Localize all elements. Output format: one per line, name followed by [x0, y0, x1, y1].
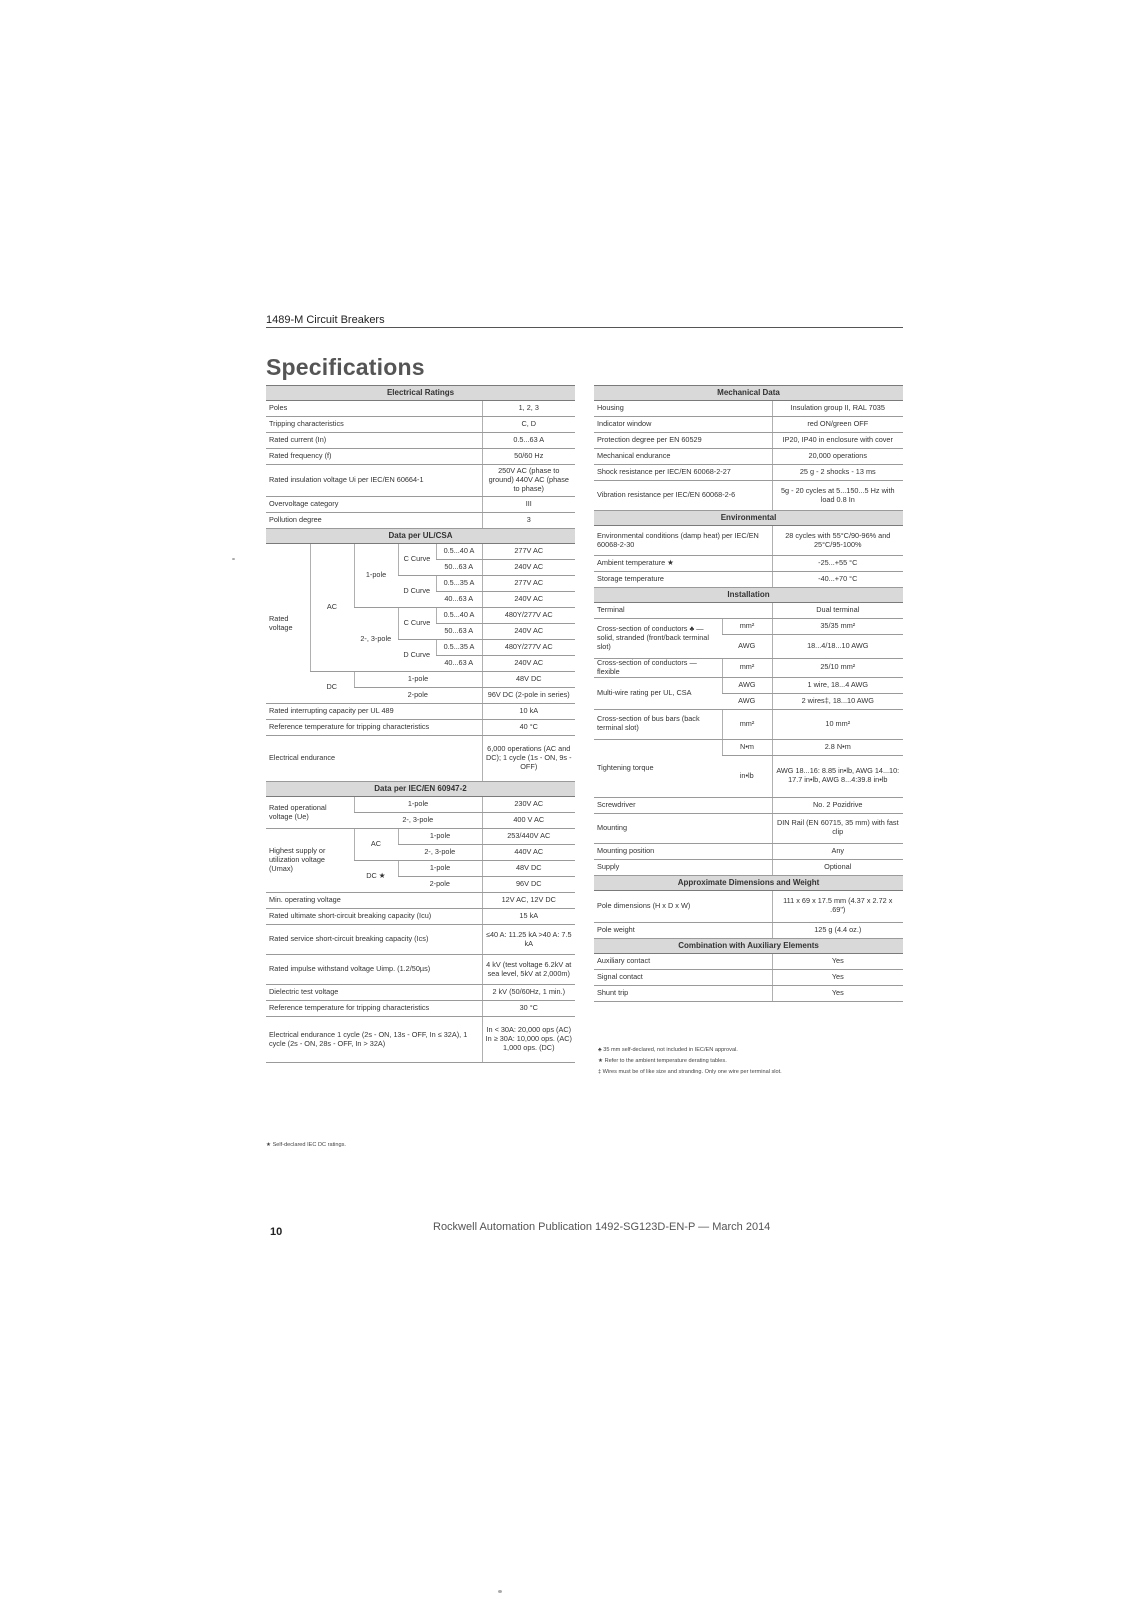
row-value: III [482, 497, 575, 513]
row-label: Rated ultimate short-circuit breaking capacity (Icu) [266, 909, 482, 925]
supply-voltage-label: Highest supply or utilization voltage (Umax) [266, 829, 354, 893]
c-curve-label: C Curve [398, 608, 436, 640]
table-row [266, 513, 575, 529]
row-value: 2 wires‡, 18...10 AWG [772, 693, 903, 709]
row-value: 25/10 mm² [772, 659, 903, 678]
multi-pole-label: 2-, 3-pole [398, 845, 482, 861]
unit-label: mm² [722, 659, 772, 678]
left-footnote: ★ Self-declared IEC DC ratings. [266, 1142, 346, 1148]
dc-label: DC [310, 672, 354, 704]
row-value: 12V AC, 12V DC [482, 893, 575, 909]
unit-label: AWG [722, 693, 772, 709]
row-label: Tightening torque [594, 739, 722, 797]
row-label: Ambient temperature ★ [594, 556, 772, 572]
voltage-value: 240V AC [482, 592, 575, 608]
voltage-value: 480Y/277V AC [482, 608, 575, 624]
one-pole-label: 1-pole [354, 797, 482, 813]
row-value: 25 g - 2 shocks - 13 ms [772, 465, 903, 481]
row-label: Environmental conditions (damp heat) per IEC/EN 60068-2-30 [594, 526, 772, 556]
row-value: 2 kV (50/60Hz, 1 min.) [482, 985, 575, 1001]
voltage-value: 277V AC [482, 576, 575, 592]
header-rule [266, 327, 903, 328]
table-row [594, 890, 903, 922]
table-row [594, 465, 903, 481]
table-row [594, 556, 903, 572]
row-label: Cross-section of conductors ♣ — solid, stranded (front/back terminal slot) [594, 619, 722, 659]
row-value: red ON/green OFF [772, 417, 903, 433]
row-label: Cross-section of bus bars (back terminal slot) [594, 709, 722, 739]
table-row [266, 797, 575, 813]
table-row [594, 969, 903, 985]
scan-speck [232, 558, 235, 560]
current-range: 0.5...40 A [436, 544, 482, 560]
d-curve-label: D Curve [398, 576, 436, 608]
current-range: 0.5...35 A [436, 640, 482, 656]
section-heading-ul-csa: Data per UL/CSA [266, 529, 575, 544]
row-value: 1, 2, 3 [482, 401, 575, 417]
table-row [266, 544, 575, 560]
row-label: Overvoltage category [266, 497, 482, 513]
table-row [266, 1017, 575, 1063]
table-row [266, 449, 575, 465]
row-label: Shunt trip [594, 985, 772, 1001]
voltage-value: 480Y/277V AC [482, 640, 575, 656]
row-value: 3 [482, 513, 575, 529]
one-pole-label: 1-pole [354, 672, 482, 688]
row-label: Rated impulse withstand voltage Uimp. (1.2/50µs) [266, 955, 482, 985]
table-row [594, 953, 903, 969]
row-value: 111 x 69 x 17.5 mm (4.37 x 2.72 x .69") [772, 890, 903, 922]
table-row [266, 704, 575, 720]
table-row [594, 709, 903, 739]
current-range: 50...63 A [436, 624, 482, 640]
row-value: In < 30A: 20,000 ops (AC) In ≥ 30A: 10,000 ops. (AC) 1,000 ops. (DC) [482, 1017, 575, 1063]
footnote: ‡ Wires must be of like size and stranding. Only one wire per terminal slot. [598, 1069, 782, 1075]
voltage-value: 96V DC (2-pole in series) [482, 688, 575, 704]
row-value: 40 °C [482, 720, 575, 736]
row-label: Pollution degree [266, 513, 482, 529]
section-heading-installation: Installation [594, 588, 903, 603]
unit-label: mm² [722, 619, 772, 635]
unit-label: AWG [722, 677, 772, 693]
row-value: Insulation group II, RAL 7035 [772, 401, 903, 417]
row-label: Reference temperature for tripping characteristics [266, 1001, 482, 1017]
two-pole-label: 2-pole [398, 877, 482, 893]
current-range: 40...63 A [436, 592, 482, 608]
table-row [266, 829, 575, 845]
table-row [594, 603, 903, 619]
scan-speck [498, 1590, 502, 1593]
table-row [266, 672, 575, 688]
right-footnotes [598, 1045, 782, 1078]
table-row [594, 859, 903, 875]
row-label: Electrical endurance [266, 736, 482, 782]
table-row [266, 955, 575, 985]
row-label: Supply [594, 859, 772, 875]
row-value: -40...+70 °C [772, 572, 903, 588]
row-label: Rated current (In) [266, 433, 482, 449]
two-pole-label: 2-pole [354, 688, 482, 704]
page-number: 10 [270, 1226, 283, 1238]
table-row [266, 433, 575, 449]
table-row [594, 417, 903, 433]
table-row [266, 893, 575, 909]
row-label: Mounting position [594, 843, 772, 859]
row-label: Indicator window [594, 417, 772, 433]
one-pole-label: 1-pole [354, 544, 398, 608]
row-value: 30 °C [482, 1001, 575, 1017]
current-range: 50...63 A [436, 560, 482, 576]
dc-label: DC ★ [354, 861, 398, 893]
table-row [266, 401, 575, 417]
current-range: 0.5...35 A [436, 576, 482, 592]
table-row [266, 736, 575, 782]
table-row [594, 985, 903, 1001]
row-label: Cross-section of conductors — flexible [594, 659, 722, 678]
row-label: Pole dimensions (H x D x W) [594, 890, 772, 922]
row-label: Protection degree per EN 60529 [594, 433, 772, 449]
row-label: Min. operating voltage [266, 893, 482, 909]
table-row [594, 659, 903, 678]
row-value: 20,000 operations [772, 449, 903, 465]
row-label: Vibration resistance per IEC/EN 60068-2-6 [594, 481, 772, 511]
row-value: ≤40 A: 11.25 kA >40 A: 7.5 kA [482, 925, 575, 955]
row-value: IP20, IP40 in enclosure with cover [772, 433, 903, 449]
row-label: Rated interrupting capacity per UL 489 [266, 704, 482, 720]
row-value: 0.5...63 A [482, 433, 575, 449]
rated-voltage-label: Rated voltage [266, 544, 310, 704]
electrical-spec-table [266, 385, 575, 1063]
row-label: Pole weight [594, 922, 772, 938]
row-value: 48V DC [482, 861, 575, 877]
row-value: 250V AC (phase to ground) 440V AC (phase to phase) [482, 465, 575, 497]
row-value: 50/60 Hz [482, 449, 575, 465]
row-value: -25...+55 °C [772, 556, 903, 572]
table-row [594, 449, 903, 465]
unit-label: mm² [722, 709, 772, 739]
table-row [266, 417, 575, 433]
row-label: Mounting [594, 813, 772, 843]
row-value: Dual terminal [772, 603, 903, 619]
section-heading-mechanical: Mechanical Data [594, 386, 903, 401]
row-label: Storage temperature [594, 572, 772, 588]
row-value: 440V AC [482, 845, 575, 861]
voltage-value: 240V AC [482, 656, 575, 672]
d-curve-label: D Curve [398, 640, 436, 672]
op-voltage-label: Rated operational voltage (Ue) [266, 797, 354, 829]
row-value: 6,000 operations (AC and DC); 1 cycle (1s - ON, 9s - OFF) [482, 736, 575, 782]
row-value: 10 kA [482, 704, 575, 720]
row-label: Signal contact [594, 969, 772, 985]
row-label: Auxiliary contact [594, 953, 772, 969]
row-value: 18...4/18...10 AWG [772, 635, 903, 659]
row-value: 230V AC [482, 797, 575, 813]
row-value: 125 g (4.4 oz.) [772, 922, 903, 938]
row-value: 5g - 20 cycles at 5...150...5 Hz with load 0.8 In [772, 481, 903, 511]
section-heading-environmental: Environmental [594, 511, 903, 526]
voltage-value: 240V AC [482, 624, 575, 640]
table-row [594, 843, 903, 859]
table-row [266, 497, 575, 513]
table-row [594, 526, 903, 556]
table-row [594, 481, 903, 511]
row-value: DIN Rail (EN 60715, 35 mm) with fast clip [772, 813, 903, 843]
unit-label: N•m [722, 739, 772, 755]
row-value: Yes [772, 969, 903, 985]
mechanical-spec-table [594, 385, 903, 1002]
table-row [266, 985, 575, 1001]
row-label: Rated service short-circuit breaking capacity (Ics) [266, 925, 482, 955]
row-value: 1 wire, 18...4 AWG [772, 677, 903, 693]
table-row [594, 401, 903, 417]
row-label: Housing [594, 401, 772, 417]
section-heading-auxiliary: Combination with Auxiliary Elements [594, 938, 903, 953]
table-row [594, 677, 903, 693]
row-label: Dielectric test voltage [266, 985, 482, 1001]
row-value: 35/35 mm² [772, 619, 903, 635]
row-label: Terminal [594, 603, 772, 619]
ac-label: AC [354, 829, 398, 861]
row-label: Shock resistance per IEC/EN 60068-2-27 [594, 465, 772, 481]
section-heading-iec: Data per IEC/EN 60947-2 [266, 782, 575, 797]
one-pole-label: 1-pole [398, 861, 482, 877]
voltage-value: 240V AC [482, 560, 575, 576]
table-row [594, 619, 903, 635]
row-label: Reference temperature for tripping characteristics [266, 720, 482, 736]
row-label: Screwdriver [594, 797, 772, 813]
multi-pole-label: 2-, 3-pole [354, 813, 482, 829]
unit-label: AWG [722, 635, 772, 659]
row-label: Electrical endurance 1 cycle (2s - ON, 13s - OFF, In ≤ 32A), 1 cycle (2s - ON, 28s - OFF, In > 32A) [266, 1017, 482, 1063]
row-value: 253/440V AC [482, 829, 575, 845]
page-heading: Specifications [266, 354, 425, 380]
row-label: Multi-wire rating per UL, CSA [594, 677, 722, 709]
footnote: ★ Refer to the ambient temperature derating tables. [598, 1058, 727, 1064]
row-label: Rated insulation voltage Ui per IEC/EN 60664-1 [266, 465, 482, 497]
row-label: Tripping characteristics [266, 417, 482, 433]
row-value: No. 2 Pozidrive [772, 797, 903, 813]
row-label: Rated frequency (f) [266, 449, 482, 465]
publication-footer: Rockwell Automation Publication 1492-SG123D-EN-P — March 2014 [433, 1221, 771, 1233]
table-row [594, 813, 903, 843]
table-row [266, 1001, 575, 1017]
row-value: 10 mm² [772, 709, 903, 739]
row-value: 96V DC [482, 877, 575, 893]
table-row [594, 433, 903, 449]
table-row [266, 720, 575, 736]
table-row [594, 572, 903, 588]
current-range: 40...63 A [436, 656, 482, 672]
footnote: ♣ 35 mm self-declared, not included in IEC/EN approval. [598, 1047, 738, 1053]
row-value: 4 kV (test voltage 6.2kV at sea level, 5kV at 2,000m) [482, 955, 575, 985]
row-value: Any [772, 843, 903, 859]
voltage-value: 48V DC [482, 672, 575, 688]
row-value: AWG 18...16: 8.85 in•lb, AWG 14...10: 17.7 in•lb, AWG 8...4:39.8 in•lb [772, 755, 903, 797]
row-value: 15 kA [482, 909, 575, 925]
table-row [266, 909, 575, 925]
row-value: C, D [482, 417, 575, 433]
row-value: 400 V AC [482, 813, 575, 829]
table-row [594, 922, 903, 938]
row-value: Yes [772, 953, 903, 969]
one-pole-label: 1-pole [398, 829, 482, 845]
row-label: Mechanical endurance [594, 449, 772, 465]
voltage-value: 277V AC [482, 544, 575, 560]
ac-label: AC [310, 544, 354, 672]
section-heading-electrical-ratings: Electrical Ratings [266, 386, 575, 401]
section-heading-dimensions: Approximate Dimensions and Weight [594, 875, 903, 890]
row-value: 28 cycles with 55°C/90-96% and 25°C/95-100% [772, 526, 903, 556]
current-range: 0.5...40 A [436, 608, 482, 624]
row-label: Poles [266, 401, 482, 417]
table-row [594, 739, 903, 755]
table-row [594, 797, 903, 813]
table-row [266, 925, 575, 955]
row-value: 2.8 N•m [772, 739, 903, 755]
c-curve-label: C Curve [398, 544, 436, 576]
table-row [266, 465, 575, 497]
row-value: Optional [772, 859, 903, 875]
row-value: Yes [772, 985, 903, 1001]
document-header-title: 1489-M Circuit Breakers [266, 314, 385, 326]
multi-pole-label: 2-, 3-pole [354, 608, 398, 672]
unit-label: in•lb [722, 755, 772, 797]
